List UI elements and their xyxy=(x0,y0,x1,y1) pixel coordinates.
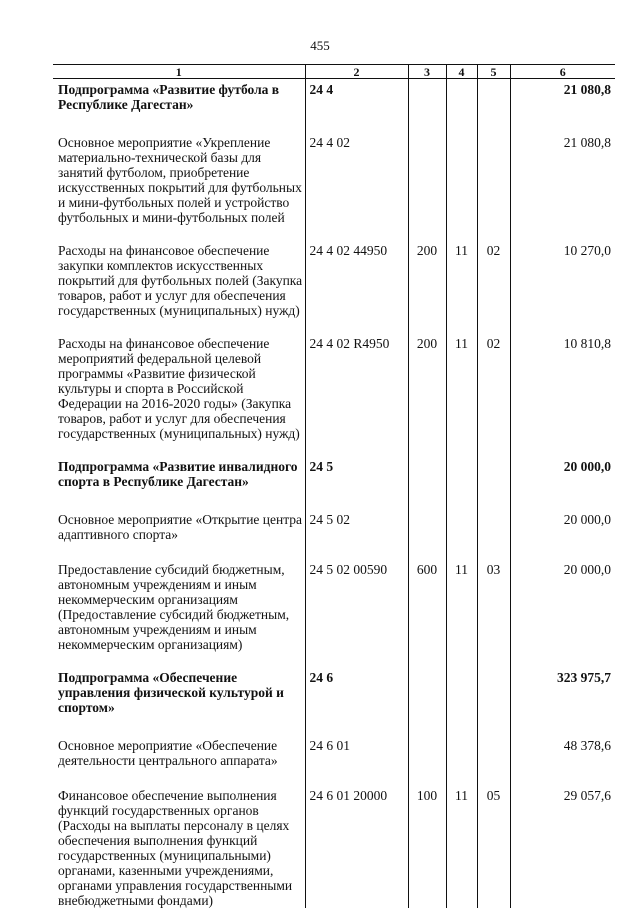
row-section xyxy=(446,738,477,788)
row-section xyxy=(446,512,477,562)
row-sum: 20 000,0 xyxy=(510,512,615,562)
row-expense-type: 100 xyxy=(408,788,446,908)
row-code: 24 5 xyxy=(305,459,408,512)
row-sum: 21 080,8 xyxy=(510,135,615,243)
table-row xyxy=(53,243,615,336)
row-code: 24 4 02 44950 xyxy=(305,243,408,336)
row-code: 24 4 xyxy=(305,79,408,136)
row-subsection xyxy=(477,79,510,136)
table-row xyxy=(53,135,615,243)
row-sum: 48 378,6 xyxy=(510,738,615,788)
row-name: Расходы на финансовое обеспечение мероприятий федеральной целевой программы «Развитие физической культуры и спорта в Российской Федерации на 2016-2020 годы» (Закупка товаров, работ и услуг для обеспечения государственных (муниципальных) нужд) xyxy=(58,336,300,441)
row-sum: 20 000,0 xyxy=(510,562,615,670)
row-subsection: 02 xyxy=(477,336,510,459)
table-row xyxy=(53,670,615,738)
row-subsection xyxy=(477,135,510,243)
row-name: Предоставление субсидий бюджетным, автономным учреждениям и иным некоммерческим организациям (Предоставление субсидий бюджетным, автономным учреждениям и иным некоммерческим организациям) xyxy=(58,562,290,652)
row-sum: 10 810,8 xyxy=(510,336,615,459)
header-col-2: 2 xyxy=(305,65,408,79)
header-col-5: 5 xyxy=(477,65,510,79)
table-row xyxy=(53,562,615,670)
row-sum: 10 270,0 xyxy=(510,243,615,336)
table-row xyxy=(53,336,615,459)
row-expense-type xyxy=(408,459,446,512)
table-row xyxy=(53,788,615,908)
row-name: Основное мероприятие «Укрепление материально-технической базы для занятий футболом, приобретение искусственных покрытий для футбольных и мини-футбольных полей и устройство футбольных и мини-футбольных полей xyxy=(58,135,302,225)
row-sum: 21 080,8 xyxy=(510,79,615,136)
row-name: Подпрограмма «Обеспечение управления физической культурой и спортом» xyxy=(58,670,284,715)
row-sum: 20 000,0 xyxy=(510,459,615,512)
row-section xyxy=(446,670,477,738)
table-row xyxy=(53,512,615,562)
row-code: 24 6 01 xyxy=(305,738,408,788)
row-expense-type: 200 xyxy=(408,336,446,459)
row-name: Финансовое обеспечение выполнения функций государственных органов (Расходы на выплаты персоналу в целях обеспечения выполнения функций государственных (муниципальными) органами, казенными учреждениями, органами управления государственными внебюджетными фондами) xyxy=(58,788,293,908)
header-col-6: 6 xyxy=(510,65,615,79)
row-subsection xyxy=(477,670,510,738)
row-code: 24 5 02 xyxy=(305,512,408,562)
row-subsection xyxy=(477,512,510,562)
row-name: Расходы на финансовое обеспечение закупки комплектов искусственных покрытий для футбольных полей (Закупка товаров, работ и услуг для обеспечения государственных (муниципальных) нужд) xyxy=(58,243,303,318)
row-section xyxy=(446,135,477,243)
header-col-3: 3 xyxy=(408,65,446,79)
row-subsection xyxy=(477,459,510,512)
header-col-1: 1 xyxy=(53,65,305,79)
table-row xyxy=(53,459,615,512)
row-section xyxy=(446,79,477,136)
row-subsection: 02 xyxy=(477,243,510,336)
row-section: 11 xyxy=(446,788,477,908)
row-expense-type xyxy=(408,79,446,136)
row-subsection: 05 xyxy=(477,788,510,908)
page-number: 455 xyxy=(310,38,330,53)
row-code: 24 4 02 R4950 xyxy=(305,336,408,459)
row-name: Подпрограмма «Развитие футбола в Республике Дагестан» xyxy=(58,82,280,112)
row-expense-type xyxy=(408,738,446,788)
table-header-row xyxy=(53,65,615,79)
row-expense-type xyxy=(408,670,446,738)
row-expense-type: 200 xyxy=(408,243,446,336)
budget-table xyxy=(53,64,615,908)
row-expense-type: 600 xyxy=(408,562,446,670)
row-subsection xyxy=(477,738,510,788)
row-section: 11 xyxy=(446,562,477,670)
row-code: 24 6 xyxy=(305,670,408,738)
row-section xyxy=(446,459,477,512)
row-code: 24 4 02 xyxy=(305,135,408,243)
row-sum: 29 057,6 xyxy=(510,788,615,908)
row-name: Основное мероприятие «Открытие центра адаптивного спорта» xyxy=(58,512,303,542)
row-section: 11 xyxy=(446,243,477,336)
row-sum: 323 975,7 xyxy=(510,670,615,738)
row-code: 24 6 01 20000 xyxy=(305,788,408,908)
table-row xyxy=(53,738,615,788)
row-code: 24 5 02 00590 xyxy=(305,562,408,670)
row-name: Подпрограмма «Развитие инвалидного спорта в Республике Дагестан» xyxy=(58,459,298,489)
header-col-4: 4 xyxy=(446,65,477,79)
row-section: 11 xyxy=(446,336,477,459)
row-expense-type xyxy=(408,512,446,562)
table-row xyxy=(53,79,615,136)
row-subsection: 03 xyxy=(477,562,510,670)
row-name: Основное мероприятие «Обеспечение деятельности центрального аппарата» xyxy=(58,738,278,768)
row-expense-type xyxy=(408,135,446,243)
